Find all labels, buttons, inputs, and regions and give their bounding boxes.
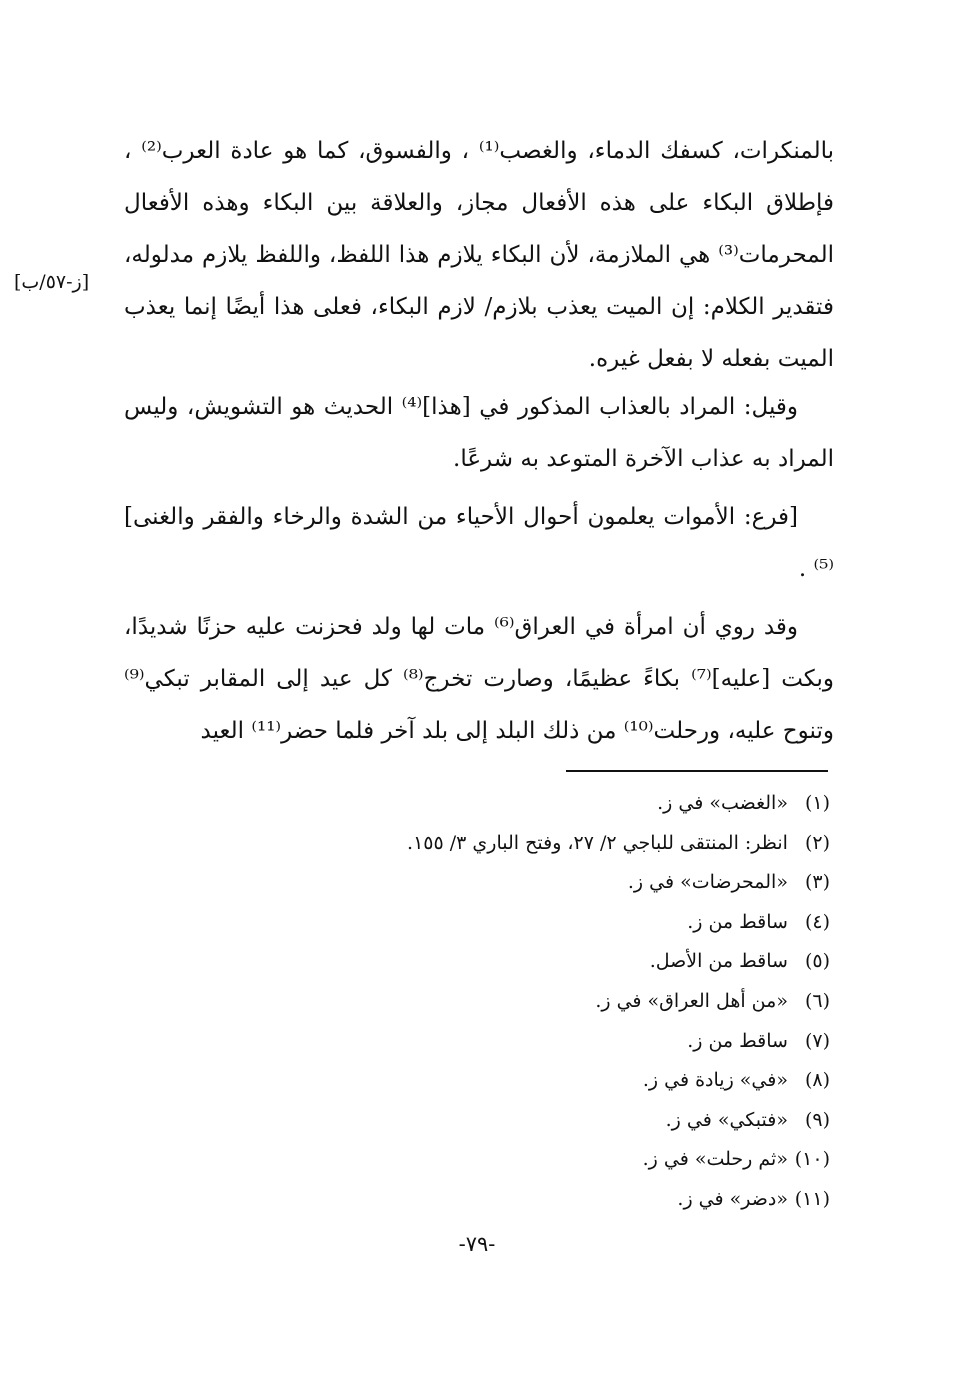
footnote-number: (١١) (794, 1187, 830, 1210)
footnote-item (124, 1140, 830, 1180)
footnote-number: (٩) (804, 1108, 830, 1131)
footnote-text: انظر: المنتقى للباجي ٢/ ٢٧، وفتح الباري ٣/ ١٥٥. (407, 831, 788, 854)
paragraph-1: بالمنكرات، كسفك الدماء، والغصب⁽¹⁾ ، والفسوق، كما هو عادة العرب⁽²⁾ ، فإطلاق البكاء على هذه الأفعال مجاز، والعلاقة بين البكاء وهذه الأفعال المحرمات⁽³⁾ هي الملازمة، لأن البكاء يلازم هذا اللفظ، واللفظ يلازم مدلوله، فتقدير الكلام: إن الميت يعذب بلازم/ لازم البكاء، فعلى هذا أيضًا إنما يعذب الميت بفعله لا بفعل غيره. (124, 138, 834, 372)
footnote-number: (٤) (804, 910, 830, 933)
footnote-text: «ثم رحلت» في ز. (642, 1148, 788, 1171)
footnote-text: ساقط من الأصل. (649, 950, 788, 973)
footnote-text: «فتبكي» في ز. (665, 1108, 788, 1131)
footnote-text: «من أهل العراق» في ز. (595, 989, 788, 1012)
footnote-separator (566, 770, 828, 772)
footnote-item (124, 784, 830, 824)
footnote-number: (٦) (804, 989, 830, 1012)
footnote-item (124, 942, 830, 982)
manuscript-folio-reference: [ز-٥٧/ب] (14, 271, 90, 293)
footnote-text: «في» زيادة في ز. (642, 1069, 788, 1092)
footnote-number: (٨) (804, 1069, 830, 1092)
footnote-number: (١) (804, 792, 830, 814)
footnote-number: (٢) (804, 831, 830, 854)
footnote-item (124, 1061, 830, 1101)
footnote-number: (٣) (804, 871, 830, 894)
paragraph-4: وقد روي أن امرأة في العراق⁽⁶⁾ مات لها ولد فحزنت عليه حزنًا شديدًا، وبكت [عليه]⁽⁷⁾ بكاءً عظيمًا، وصارت تخرج⁽⁸⁾ كل عيد إلى المقابر تبكي⁽⁹⁾ وتنوح عليه، ورحلت⁽¹⁰⁾ من ذلك البلد إلى بلد آخر فلما حضر⁽¹¹⁾ العيد (124, 614, 835, 744)
footnote-number: (٥) (804, 950, 830, 973)
footnote-item (124, 824, 830, 864)
footnotes-list (124, 784, 830, 1220)
footnote-text: «المحرضات» في ز. (627, 871, 788, 894)
footnote-text: «الغضب» في ز. (657, 792, 788, 814)
paragraph-2: وقيل: المراد بالعذاب المذكور في [هذا]⁽⁴⁾ الحديث هو التشويش، وليس المراد به عذاب الآخرة المتوعد به شرعًا. (124, 394, 834, 472)
footnote-item (124, 1022, 830, 1062)
page-number: -٧٩- (458, 1232, 496, 1256)
footnote-number: (١٠) (794, 1148, 830, 1171)
footnote-text: ساقط من ز. (687, 1029, 788, 1052)
footnote-text: ساقط من ز. (687, 910, 788, 933)
footnote-text: «دضر» في ز. (677, 1187, 788, 1210)
footnote-item (124, 863, 830, 903)
paragraph-3: [فرع: الأموات يعلمون أحوال الأحياء من الشدة والرخاء والفقر والغنى]⁽⁵⁾ . (124, 504, 834, 582)
footnote-item (124, 982, 830, 1022)
footnote-item (124, 1180, 830, 1220)
footnote-item (124, 1101, 830, 1141)
footnote-number: (٧) (804, 1029, 830, 1052)
footnote-item (124, 903, 830, 943)
